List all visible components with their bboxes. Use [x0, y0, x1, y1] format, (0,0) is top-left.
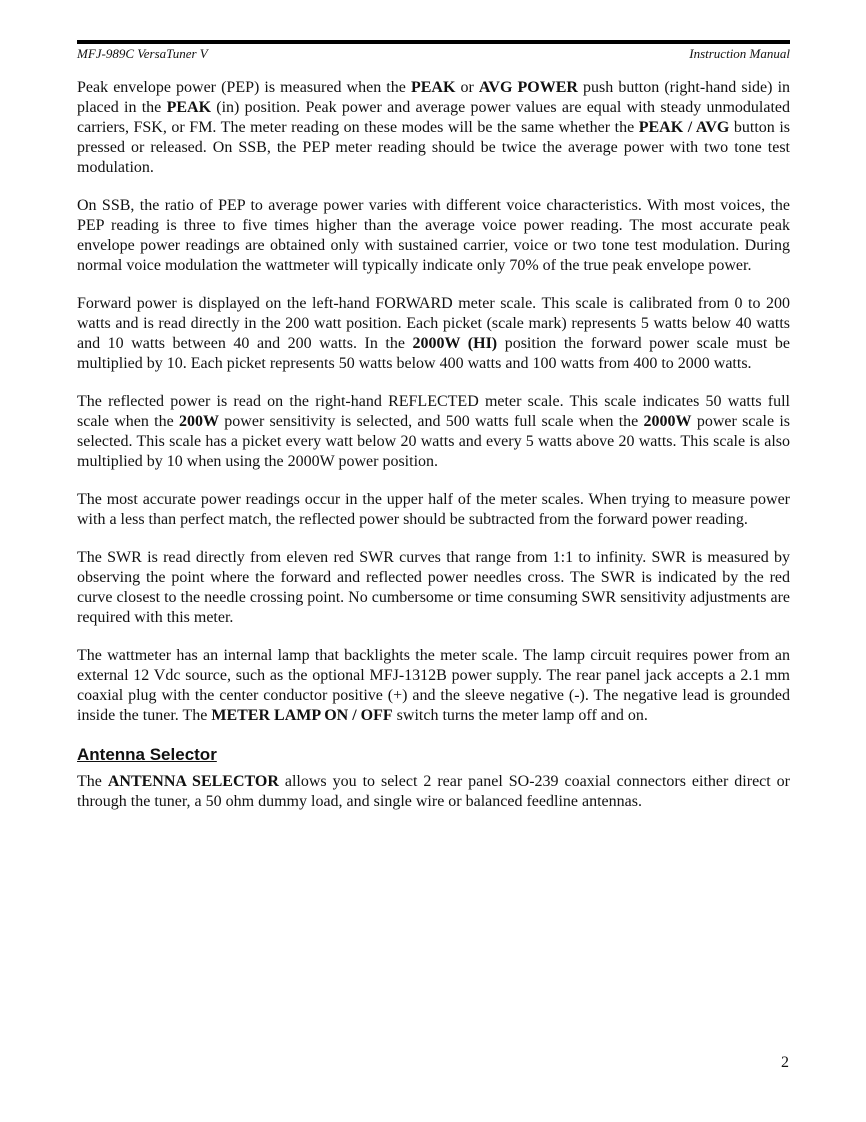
bold-term: 2000W (HI) [412, 335, 498, 352]
bold-term: PEAK / AVG [638, 119, 730, 136]
text-run: push button (right-hand side) in placed in the [77, 79, 791, 116]
text-run: position the forward power scale must be multiplied by 10. Each picket represents 50 watts below 400 watts and 100 watts from 400 to 2000 watts. [77, 335, 790, 372]
page-body [77, 78, 790, 830]
text-run: The most accurate power readings occur in the upper half of the meter scales. When trying to measure power with a less than perfect match, the reflected power should be subtracted from the forward power reading. [77, 491, 790, 528]
paragraph [77, 490, 790, 530]
text-run: switch turns the meter lamp off and on. [392, 707, 648, 724]
header-title: MFJ-989C VersaTuner V [77, 46, 208, 61]
text-run: The SWR is read directly from eleven red SWR curves that range from 1:1 to infinity. SWR is measured by observing the point where the forward and reflected power needles cross. The SWR is indicated by the red curve closest to the needle crossing point. No cumbersome or time consuming SWR sensitivity adjustments are required with this meter. [77, 549, 790, 626]
section-heading: Antenna Selector [77, 745, 217, 764]
text-run: allows you to select 2 rear panel SO-239 coaxial connectors either direct or through the tuner, a 50 ohm dummy load, and single wire or balanced feedline antennas. [77, 773, 791, 810]
text-run: Peak envelope power (PEP) is measured when the [77, 79, 411, 96]
bold-term: ANTENNA SELECTOR [107, 773, 279, 790]
text-run: On SSB, the ratio of PEP to average power varies with different voice characteristics. With most voices, the PEP reading is three to five times higher than the average voice power reading. The most accurate peak envelope power readings are obtained only with sustained carrier, voice or two tone test modulation. During normal voice modulation the wattmeter will typically indicate only 70% of the true peak envelope power. [77, 197, 790, 274]
text-run: power sensitivity is selected, and 500 watts full scale when the [219, 413, 644, 430]
paragraph [77, 78, 790, 178]
header-doc-type: Instruction Manual [689, 46, 790, 61]
bold-term: 200W [179, 413, 220, 430]
section-paragraph [77, 772, 790, 812]
header-rule [77, 40, 790, 44]
bold-term: METER LAMP ON / OFF [211, 707, 393, 724]
paragraph [77, 548, 790, 628]
text-run: The wattmeter has an internal lamp that backlights the meter scale. The lamp circuit requires power from an external 12 Vdc source, such as the optional MFJ-1312B power supply. The rear panel jack accepts a 2.1 mm coaxial plug with the center conductor positive (+) and the sleeve negative (-). The negative lead is grounded inside the tuner. The [77, 647, 790, 724]
bold-term: PEAK [166, 99, 212, 116]
paragraph [77, 294, 790, 374]
body-paragraphs [77, 78, 790, 726]
running-header [77, 46, 790, 62]
paragraph [77, 392, 790, 472]
bold-term: PEAK [410, 79, 456, 96]
text-run: (in) position. Peak power and average power values are equal with steady unmodulated carriers, FSK, or FM. The meter reading on these modes will be the same whether the [77, 99, 791, 136]
text-run: or [455, 79, 479, 96]
page-number: 2 [781, 1054, 789, 1071]
paragraph [77, 646, 790, 726]
bold-term: AVG POWER [478, 79, 578, 96]
text-run: The [77, 773, 108, 790]
text-run: power scale is selected. This scale has a picket every watt below 20 watts and every 5 watts above 20 watts. This scale is also multiplied by 10 when using the 2000W power position. [77, 413, 791, 470]
bold-term: 2000W [643, 413, 692, 430]
text-run: Forward power is displayed on the left-hand FORWARD meter scale. This scale is calibrated from 0 to 200 watts and is read directly in the 200 watt position. Each picket (scale mark) represents 5 watts below 40 watts and 10 watts between 40 and 200 watts. In the [77, 295, 790, 352]
paragraph [77, 196, 790, 276]
text-run: button is pressed or released. On SSB, the PEP meter reading should be twice the average power with two tone test modulation. [77, 119, 791, 176]
text-run: The reflected power is read on the right-hand REFLECTED meter scale. This scale indicates 50 watts full scale when the [77, 393, 790, 430]
